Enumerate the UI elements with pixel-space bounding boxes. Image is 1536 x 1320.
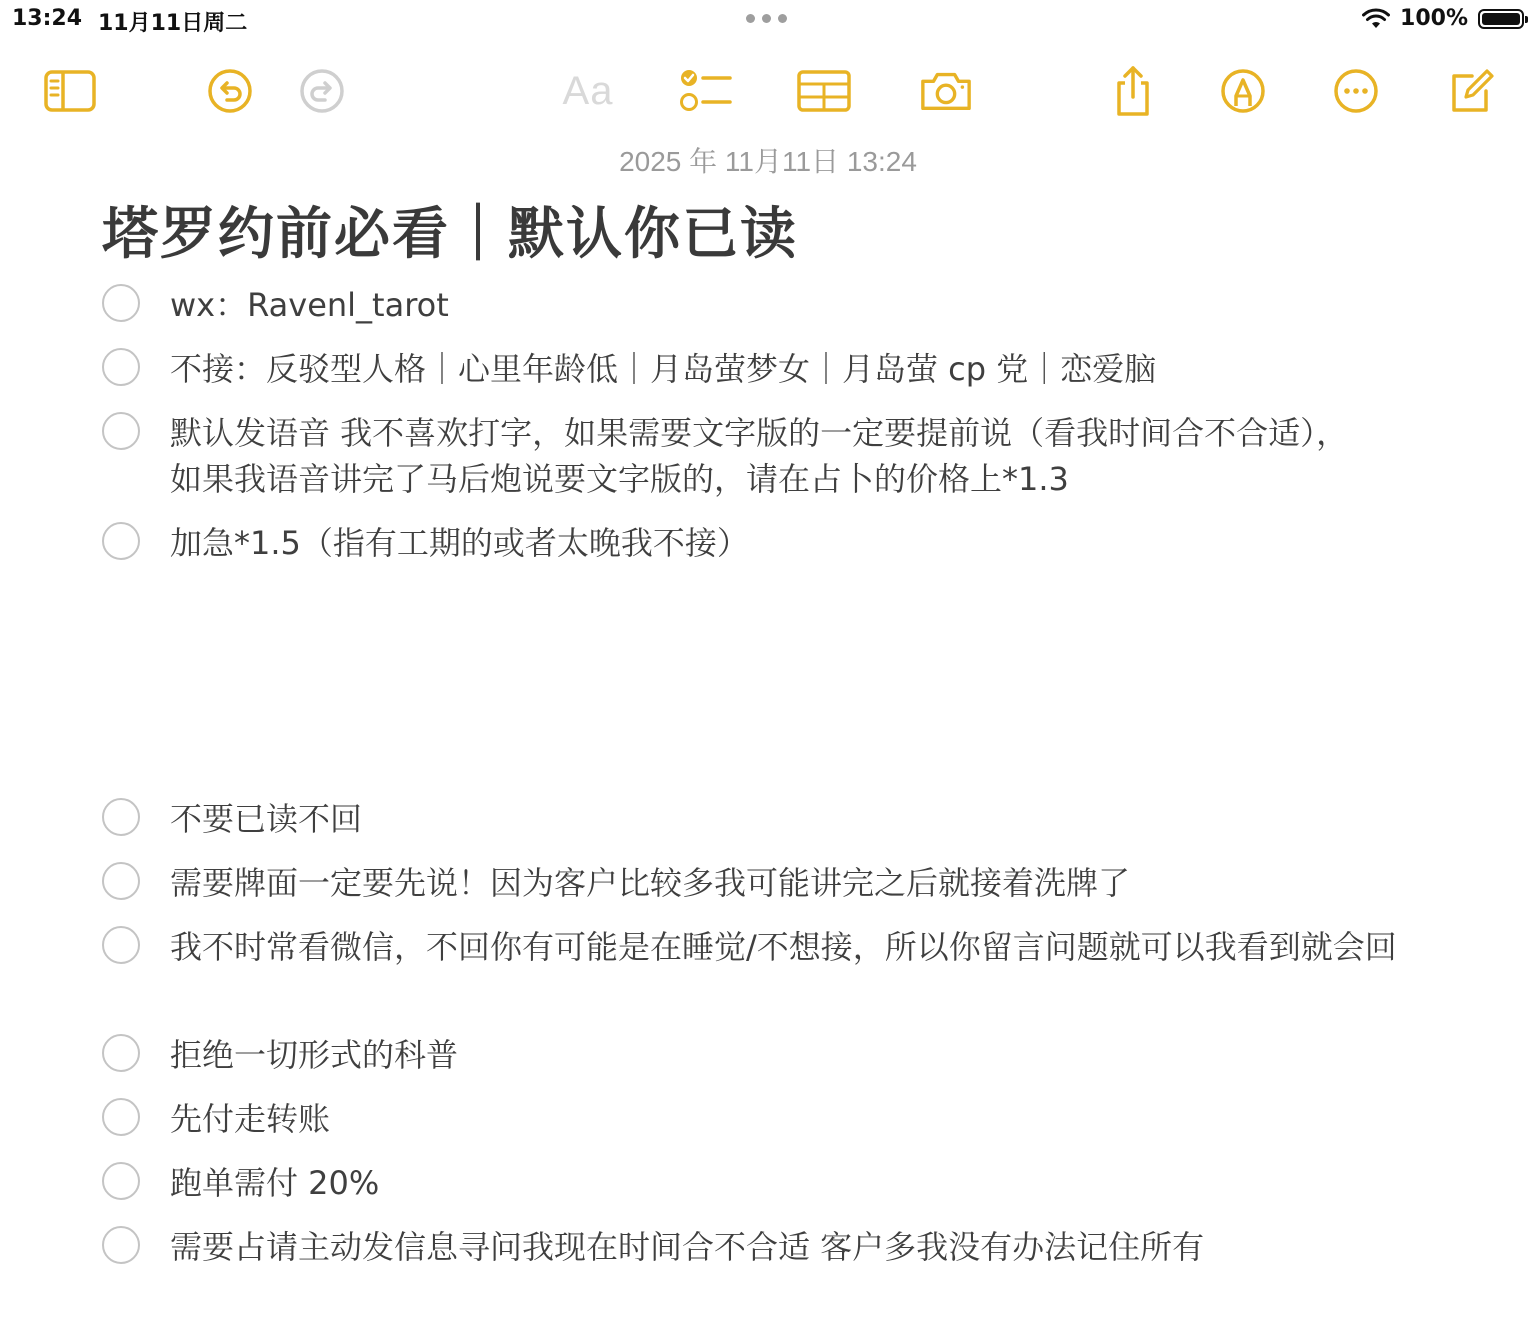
- redo-button[interactable]: [295, 64, 349, 118]
- status-date: 11月11日周二: [98, 11, 248, 36]
- multitasking-dots-icon[interactable]: [746, 14, 787, 23]
- checklist-item[interactable]: [102, 924, 1442, 970]
- status-bar: [0, 0, 1536, 40]
- checklist-item-text[interactable]: 拒绝一切形式的科普: [170, 1036, 459, 1074]
- share-button[interactable]: [1106, 64, 1160, 118]
- checklist-item-text[interactable]: 先付走转账: [170, 1100, 331, 1138]
- wifi-icon: [1362, 8, 1390, 30]
- checkbox-circle[interactable]: [102, 522, 140, 560]
- undo-icon: [207, 68, 253, 114]
- checklist-item[interactable]: [102, 1160, 1442, 1206]
- status-time: 13:24: [12, 6, 83, 31]
- markup-pen-icon: [1220, 68, 1266, 114]
- ellipsis-icon: [1333, 68, 1379, 114]
- table-icon: [797, 70, 851, 112]
- checkbox-circle[interactable]: [102, 1226, 140, 1264]
- checklist-item[interactable]: [102, 346, 1442, 392]
- checkbox-circle[interactable]: [102, 1034, 140, 1072]
- note-title[interactable]: 塔罗约前必看｜默认你已读: [102, 202, 798, 267]
- battery-percent: 100%: [1400, 6, 1468, 31]
- checkbox-circle[interactable]: [102, 284, 140, 322]
- camera-icon: [919, 69, 973, 113]
- checklist-item[interactable]: [102, 796, 1442, 842]
- battery-icon: [1478, 9, 1524, 29]
- checklist-item-text[interactable]: wx：Ravenl_tarot: [170, 286, 449, 324]
- note-timestamp: 2025 年 11月11日 13:24: [619, 146, 917, 177]
- checkbox-circle[interactable]: [102, 862, 140, 900]
- redo-icon: [299, 68, 345, 114]
- checklist-item-text[interactable]: 需要占请主动发信息寻问我现在时间合不合适 客户多我没有办法记住所有: [170, 1228, 1205, 1266]
- compose-icon: [1446, 67, 1494, 115]
- checklist-item-text[interactable]: 跑单需付 20%: [170, 1164, 380, 1202]
- checklist-button[interactable]: [678, 64, 732, 118]
- more-options-button[interactable]: [1329, 64, 1383, 118]
- checklist-item-text[interactable]: 默认发语音 我不喜欢打字，如果需要文字版的一定要提前说（看我时间合不合适），如果我语音讲完了马后炮说要文字版的，请在占卜的价格上*1.3: [170, 414, 1349, 498]
- checkbox-circle[interactable]: [102, 926, 140, 964]
- sidebar-icon: [44, 70, 96, 112]
- checklist-item[interactable]: [102, 1032, 1442, 1078]
- checklist-item-text[interactable]: 需要牌面一定要先说！因为客户比较多我可能讲完之后就接着洗牌了: [170, 864, 1131, 902]
- format-label: Aa: [562, 68, 614, 113]
- checklist-item-text[interactable]: 我不时常看微信，不回你有可能是在睡觉/不想接，所以你留言问题就可以我看到就会回: [170, 928, 1397, 966]
- checkbox-circle[interactable]: [102, 1162, 140, 1200]
- checklist-item-text[interactable]: 加急*1.5（指有工期的或者太晚我不接）: [170, 524, 749, 562]
- notes-toolbar: [0, 58, 1536, 124]
- checkbox-circle[interactable]: [102, 412, 140, 450]
- new-note-button[interactable]: [1443, 64, 1497, 118]
- checklist-item[interactable]: [102, 410, 1442, 502]
- share-icon: [1111, 65, 1155, 117]
- markup-button[interactable]: [1216, 64, 1270, 118]
- checklist-item[interactable]: [102, 520, 1442, 566]
- undo-button[interactable]: [203, 64, 257, 118]
- checklist-item[interactable]: [102, 282, 1442, 328]
- checkbox-circle[interactable]: [102, 798, 140, 836]
- checkbox-circle[interactable]: [102, 1098, 140, 1136]
- status-indicators: [1362, 6, 1524, 31]
- checklist-item[interactable]: [102, 1224, 1442, 1270]
- checklist-item-text[interactable]: 不要已读不回: [170, 800, 363, 838]
- checklist-icon: [678, 68, 732, 114]
- format-button[interactable]: [560, 64, 616, 118]
- checkbox-circle[interactable]: [102, 348, 140, 386]
- camera-button[interactable]: [919, 64, 973, 118]
- checklist-item-text[interactable]: 不接：反驳型人格｜心里年龄低｜月岛萤梦女｜月岛萤 cp 党｜恋爱脑: [170, 350, 1157, 388]
- table-button[interactable]: [797, 64, 851, 118]
- sidebar-toggle-button[interactable]: [43, 64, 97, 118]
- checklist-item[interactable]: [102, 1096, 1442, 1142]
- checklist-item[interactable]: [102, 860, 1442, 906]
